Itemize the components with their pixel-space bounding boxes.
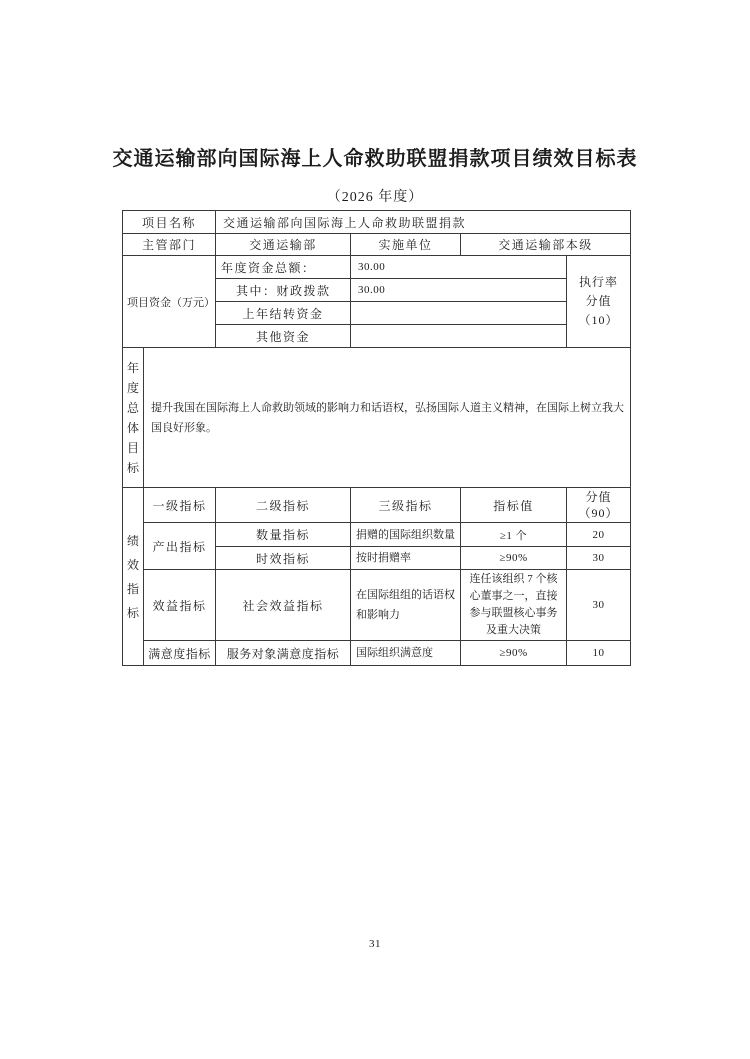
- project-name-value: 交通运输部向国际海上人命救助联盟捐款: [216, 211, 631, 234]
- header-level2: 二级指标: [216, 488, 351, 523]
- performance-target-table-wrap: [122, 210, 631, 666]
- indicator-score-timeliness: 30: [567, 547, 631, 570]
- page-number: 31: [369, 938, 381, 950]
- funds-label: 项目资金（万元）: [123, 256, 216, 348]
- document-title: 交通运输部向国际海上人命救助联盟捐款项目绩效目标表: [112, 148, 638, 170]
- funds-fiscal-value: 30.00: [351, 279, 567, 302]
- indicator-level3-satisfaction: 国际组织满意度: [351, 641, 461, 666]
- indicators-label: 绩效指标: [126, 533, 139, 620]
- header-score-cell: [567, 488, 631, 523]
- indicator-level2-timeliness: 时效指标: [216, 547, 351, 570]
- execution-rate-line1: 执行率: [579, 275, 619, 289]
- header-value: 指标值: [461, 488, 567, 523]
- indicator-value-benefit: 连任该组织 7 个核心董事之一，直接参与联盟核心事务及重大决策: [461, 570, 567, 641]
- funds-total-value: 30.00: [351, 256, 567, 279]
- funds-carryover-label: 上年结转资金: [216, 302, 351, 325]
- indicator-row-quantity: [123, 523, 631, 547]
- project-name-row: [123, 211, 631, 234]
- project-name-label: 项目名称: [123, 211, 216, 234]
- indicator-level2-satisfaction: 服务对象满意度指标: [216, 641, 351, 666]
- indicator-row-satisfaction: [123, 641, 631, 666]
- execution-rate-line2: 分值（10）: [578, 294, 619, 327]
- annual-goal-row: [123, 348, 631, 488]
- annual-goal-text: 提升我国在国际海上人命救助领域的影响力和话语权，弘扬国际人道主义精神，在国际上树立我大国良好形象。: [144, 348, 631, 488]
- document-subtitle: （2026 年度）: [326, 190, 424, 205]
- indicator-value-timeliness: ≥90%: [461, 547, 567, 570]
- indicator-level3-quantity: 捐赠的国际组织数量: [351, 523, 461, 547]
- annual-goal-label: 年度总体目标: [126, 360, 139, 475]
- funds-carryover-value: [351, 302, 567, 325]
- funds-fiscal-label: 其中：财政拨款: [216, 279, 351, 302]
- indicator-score-satisfaction: 10: [567, 641, 631, 666]
- indicator-level2-quantity: 数量指标: [216, 523, 351, 547]
- indicator-header-row: [123, 488, 631, 523]
- indicator-value-quantity: ≥1 个: [461, 523, 567, 547]
- indicator-level3-timeliness: 按时捐赠率: [351, 547, 461, 570]
- funds-total-label: 年度资金总额：: [216, 256, 351, 279]
- funds-other-label: 其他资金: [216, 325, 351, 348]
- indicator-score-benefit: 30: [567, 570, 631, 641]
- indicator-level1-output: 产出指标: [144, 523, 216, 570]
- departments-row: [123, 234, 631, 256]
- indicator-score-quantity: 20: [567, 523, 631, 547]
- supervisor-dept-label: 主管部门: [123, 234, 216, 256]
- execution-rate-cell: [567, 256, 631, 348]
- indicator-level2-benefit: 社会效益指标: [216, 570, 351, 641]
- implementer-value: 交通运输部本级: [461, 234, 631, 256]
- indicator-level3-benefit: 在国际组组的话语权和影响力: [351, 570, 461, 641]
- indicators-label-cell: [123, 488, 144, 666]
- indicator-level1-satisfaction: 满意度指标: [144, 641, 216, 666]
- indicator-level1-benefit: 效益指标: [144, 570, 216, 641]
- indicator-value-satisfaction: ≥90%: [461, 641, 567, 666]
- header-score-line2: （90）: [578, 506, 619, 520]
- performance-target-table: [122, 210, 631, 666]
- header-level3: 三级指标: [351, 488, 461, 523]
- supervisor-dept-value: 交通运输部: [216, 234, 351, 256]
- implementer-label: 实施单位: [351, 234, 461, 256]
- funds-other-value: [351, 325, 567, 348]
- indicator-row-benefit: [123, 570, 631, 641]
- funds-row-total: [123, 256, 631, 279]
- annual-goal-label-cell: [123, 348, 144, 488]
- header-score-line1: 分值: [585, 490, 612, 504]
- header-level1: 一级指标: [144, 488, 216, 523]
